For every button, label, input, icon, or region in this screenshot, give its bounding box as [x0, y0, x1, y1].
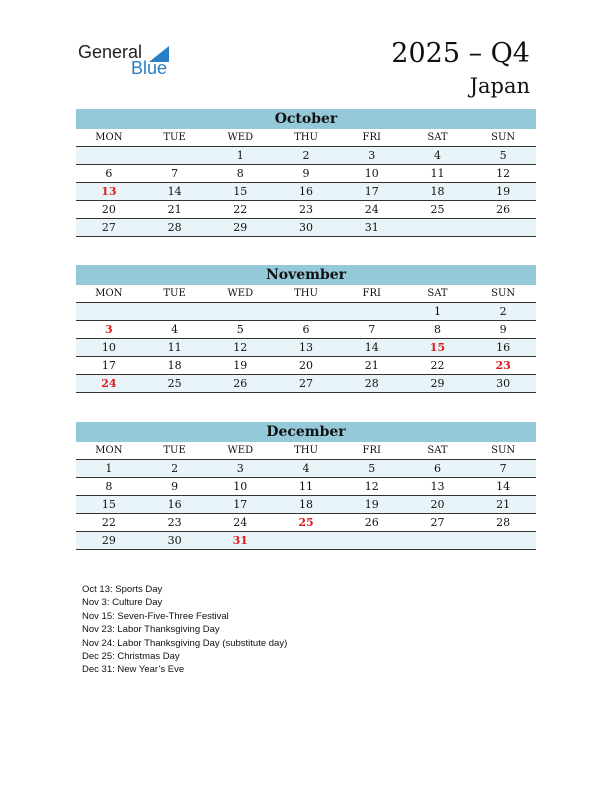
day-cell: 16 [299, 185, 314, 198]
day-cell: 2 [499, 305, 507, 318]
day-cell: 28 [364, 377, 379, 390]
day-cell: 7 [499, 462, 507, 475]
month-header: November [76, 265, 536, 285]
week-row [76, 357, 536, 375]
weekday-label: FRI [362, 445, 381, 456]
day-cell: 19 [496, 185, 511, 198]
day-cell: 20 [299, 359, 314, 372]
day-cell: 21 [167, 203, 182, 216]
weekday-label: MON [95, 288, 123, 299]
day-cell: 15 [101, 498, 116, 511]
day-cell: 3 [368, 149, 376, 162]
day-cell: 31 [364, 221, 379, 234]
day-cell: 17 [233, 498, 248, 511]
day-cell: 16 [167, 498, 182, 511]
day-cell: 19 [233, 359, 248, 372]
day-cell: 26 [364, 516, 379, 529]
week-row [76, 375, 536, 393]
day-cell: 10 [101, 341, 116, 354]
week-row [76, 147, 536, 165]
day-cell: 25 [167, 377, 182, 390]
day-cell [142, 303, 208, 320]
day-cell: 30 [496, 377, 511, 390]
day-cell: 8 [236, 167, 244, 180]
holiday-day-cell: 15 [429, 341, 446, 354]
day-cell [76, 303, 142, 320]
weekday-label: FRI [362, 288, 381, 299]
holiday-note: Nov 24: Labor Thanksgiving Day (substitute day) [82, 637, 288, 649]
day-cell: 21 [364, 359, 379, 372]
weekday-label: SUN [491, 132, 516, 143]
day-cell: 27 [430, 516, 445, 529]
holiday-note: Dec 31: New Year’s Eve [82, 664, 185, 676]
day-cell: 23 [167, 516, 182, 529]
weekday-row [76, 442, 536, 460]
day-cell [405, 532, 471, 549]
day-cell [273, 532, 339, 549]
day-cell: 18 [430, 185, 445, 198]
day-cell: 7 [368, 323, 376, 336]
week-row [76, 460, 536, 478]
weekday-label: FRI [362, 132, 381, 143]
day-cell: 17 [101, 359, 116, 372]
weekday-label: SAT [427, 288, 448, 299]
holiday-day-cell: 13 [101, 185, 117, 198]
day-cell: 6 [105, 167, 113, 180]
day-cell: 16 [496, 341, 511, 354]
day-cell: 1 [433, 305, 441, 318]
page-title: 2025 – Q4 [391, 38, 530, 69]
day-cell: 20 [430, 498, 445, 511]
day-cell: 4 [171, 323, 179, 336]
day-cell [142, 147, 208, 164]
country-name: Japan [469, 74, 530, 98]
day-cell: 21 [496, 498, 511, 511]
month-november [76, 265, 536, 393]
day-cell: 4 [302, 462, 310, 475]
day-cell: 10 [364, 167, 379, 180]
weekday-label: WED [227, 132, 254, 143]
week-row [76, 219, 536, 237]
week-row [76, 165, 536, 183]
day-cell: 11 [430, 167, 445, 180]
day-cell: 1 [105, 462, 113, 475]
day-cell: 5 [236, 323, 244, 336]
day-cell: 18 [167, 359, 182, 372]
week-row [76, 321, 536, 339]
day-cell: 10 [233, 480, 248, 493]
holiday-note: Oct 13: Sports Day [82, 584, 163, 595]
day-cell: 29 [101, 534, 116, 547]
week-row [76, 339, 536, 357]
day-cell: 22 [430, 359, 445, 372]
day-cell: 9 [302, 167, 310, 180]
weekday-label: TUE [163, 288, 186, 299]
day-cell: 19 [364, 498, 379, 511]
day-cell [470, 532, 536, 549]
day-cell: 9 [171, 480, 179, 493]
day-cell: 7 [171, 167, 179, 180]
day-cell: 15 [233, 185, 248, 198]
day-cell: 8 [433, 323, 441, 336]
holiday-day-cell: 23 [495, 359, 511, 372]
weekday-label: THU [294, 445, 318, 456]
day-cell: 23 [299, 203, 314, 216]
holiday-day-cell: 24 [101, 377, 117, 390]
day-cell: 24 [233, 516, 248, 529]
day-cell: 26 [233, 377, 248, 390]
day-cell: 30 [167, 534, 182, 547]
weekday-label: WED [227, 288, 254, 299]
day-cell: 22 [101, 516, 116, 529]
holiday-day-cell: 31 [232, 534, 248, 547]
weekday-label: WED [227, 445, 254, 456]
day-cell: 22 [233, 203, 248, 216]
week-row [76, 514, 536, 532]
day-cell: 14 [364, 341, 379, 354]
week-row [76, 496, 536, 514]
day-cell: 28 [496, 516, 511, 529]
day-cell: 11 [299, 480, 314, 493]
day-cell: 6 [302, 323, 310, 336]
holiday-day-cell: 3 [105, 323, 113, 336]
week-row [76, 532, 536, 550]
weekday-label: SUN [491, 445, 516, 456]
day-cell [76, 147, 142, 164]
day-cell: 5 [368, 462, 376, 475]
day-cell: 2 [302, 149, 310, 162]
holiday-note: Nov 3: Culture Day [82, 597, 163, 609]
weekday-label: TUE [163, 445, 186, 456]
day-cell: 28 [167, 221, 182, 234]
day-cell [207, 303, 273, 320]
day-cell: 14 [167, 185, 182, 198]
weekday-label: TUE [163, 132, 186, 143]
week-row [76, 478, 536, 496]
brand-logo [78, 40, 178, 80]
day-cell: 25 [430, 203, 445, 216]
weekday-label: THU [294, 288, 318, 299]
day-cell: 29 [430, 377, 445, 390]
day-cell [273, 303, 339, 320]
day-cell: 9 [499, 323, 507, 336]
day-cell: 13 [430, 480, 445, 493]
holiday-notes [82, 583, 287, 677]
day-cell: 12 [233, 341, 248, 354]
weekday-row [76, 129, 536, 147]
day-cell: 12 [496, 167, 511, 180]
day-cell: 14 [496, 480, 511, 493]
day-cell: 27 [299, 377, 314, 390]
weekday-row [76, 285, 536, 303]
day-cell [339, 303, 405, 320]
day-cell: 26 [496, 203, 511, 216]
month-header: December [76, 422, 536, 442]
day-cell: 17 [364, 185, 379, 198]
brand-name-blue: Blue [131, 58, 168, 78]
holiday-note: Dec 25: Christmas Day [82, 651, 180, 663]
weekday-label: SAT [427, 132, 448, 143]
month-header: October [76, 109, 536, 129]
day-cell: 27 [101, 221, 116, 234]
month-october [76, 109, 536, 237]
day-cell: 3 [236, 462, 244, 475]
day-cell: 20 [101, 203, 116, 216]
weekday-label: SAT [427, 445, 448, 456]
day-cell: 2 [171, 462, 179, 475]
weekday-label: THU [294, 132, 318, 143]
day-cell: 1 [236, 149, 244, 162]
holiday-note: Nov 15: Seven-Five-Three Festival [82, 610, 229, 622]
day-cell: 11 [167, 341, 182, 354]
week-row [76, 303, 536, 321]
holiday-note: Nov 23: Labor Thanksgiving Day [82, 624, 220, 636]
weekday-label: SUN [491, 288, 516, 299]
day-cell [470, 219, 536, 236]
day-cell: 6 [433, 462, 441, 475]
weekday-label: MON [95, 445, 123, 456]
day-cell: 5 [499, 149, 507, 162]
week-row [76, 183, 536, 201]
brand-name-general: General [78, 42, 143, 62]
day-cell: 8 [105, 480, 113, 493]
week-row [76, 201, 536, 219]
month-december [76, 422, 536, 550]
day-cell: 4 [433, 149, 441, 162]
weekday-label: MON [95, 132, 123, 143]
day-cell: 13 [299, 341, 314, 354]
day-cell: 30 [299, 221, 314, 234]
day-cell: 29 [233, 221, 248, 234]
day-cell [339, 532, 405, 549]
day-cell: 24 [364, 203, 379, 216]
holiday-day-cell: 25 [298, 516, 314, 529]
day-cell [405, 219, 471, 236]
day-cell: 18 [299, 498, 314, 511]
day-cell: 12 [364, 480, 379, 493]
